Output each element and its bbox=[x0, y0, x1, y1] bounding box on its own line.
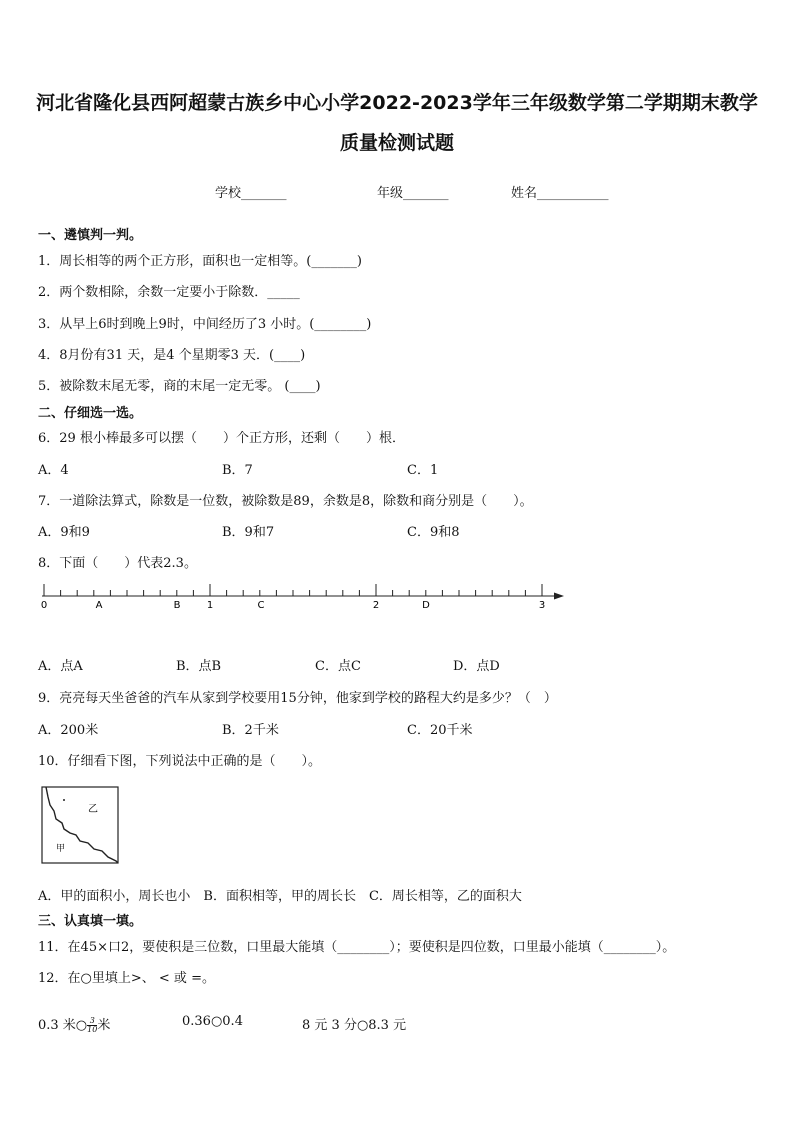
region-yi-label: 乙 bbox=[88, 804, 98, 815]
region-figure bbox=[38, 783, 124, 867]
number-line-arrow bbox=[554, 593, 564, 600]
q7-option-c: C．9和8 bbox=[407, 525, 460, 540]
q6-option-b: B．7 bbox=[222, 463, 253, 478]
number-line-ticks bbox=[44, 584, 542, 596]
nl-label-2: 2 bbox=[372, 600, 380, 611]
grade-field: 年级_______ bbox=[377, 186, 449, 201]
school-field: 学校_______ bbox=[215, 186, 287, 201]
region-square bbox=[42, 787, 118, 863]
q12-item-c: 8 元 3 分○8.3 元 bbox=[302, 1018, 407, 1033]
question-5: 5．被除数末尾无零，商的末尾一定无零。 (____) bbox=[38, 379, 321, 394]
question-4: 4．8月份有31 天，是4 个星期零3 天．(____) bbox=[38, 348, 306, 363]
question-10: 10．仔细看下图，下列说法中正确的是（ ）。 bbox=[38, 754, 322, 769]
question-9: 9．亮亮每天坐爸爸的汽车从家到学校要用15分钟，他家到学校的路程大约是多少？（ ） bbox=[38, 691, 557, 706]
q8-option-b: B．点B bbox=[176, 659, 222, 674]
question-11: 11．在45×口2，要使积是三位数，口里最大能填（________）；要使积是四位数，口里最小能填（________）。 bbox=[38, 940, 676, 955]
question-2: 2．两个数相除，余数一定要小于除数．_____ bbox=[38, 285, 300, 300]
q10-options: A．甲的面积小，周长也小 B．面积相等，甲的周长长 C．周长相等，乙的面积大 bbox=[38, 889, 522, 904]
fraction-denominator: 10 bbox=[87, 1025, 98, 1034]
q9-option-a: A．200米 bbox=[38, 723, 99, 738]
section1-heading: 一、遴慎判一判。 bbox=[38, 228, 143, 243]
nl-label-3: 3 bbox=[538, 600, 546, 611]
region-dot bbox=[63, 799, 65, 801]
q7-option-a: A．9和9 bbox=[38, 525, 90, 540]
section2-heading: 二、仔细选一选。 bbox=[38, 406, 143, 421]
q9-option-b: B．2千米 bbox=[222, 723, 279, 738]
number-line-figure bbox=[30, 578, 570, 614]
q8-option-d: D．点D bbox=[453, 659, 500, 674]
region-jia-label: 甲 bbox=[56, 844, 66, 854]
q12-fraction bbox=[87, 1017, 97, 1034]
q12-item-a bbox=[38, 1014, 110, 1034]
q7-option-b: B．9和7 bbox=[222, 525, 275, 540]
nl-label-0: 0 bbox=[40, 600, 48, 611]
q8-option-c: C．点C bbox=[315, 659, 361, 674]
question-7: 7．一道除法算式，除数是一位数，被除数是89，余数是8，除数和商分别是（ ）。 bbox=[38, 494, 533, 509]
nl-label-1: 1 bbox=[206, 600, 214, 611]
question-1: 1．周长相等的两个正方形，面积也一定相等。(_______) bbox=[38, 254, 362, 269]
q6-option-a: A．4 bbox=[38, 463, 69, 478]
nl-label-b: B bbox=[173, 600, 181, 611]
q12-item-a-left: 0.3 米○ bbox=[38, 1018, 88, 1033]
page-title-line1: 河北省隆化县西阿超蒙古族乡中心小学2022-2023学年三年级数学第二学期期末教学 bbox=[36, 92, 758, 114]
question-6: 6．29 根小棒最多可以摆（ ）个正方形，还剩（ ）根． bbox=[38, 431, 405, 446]
nl-label-c: C bbox=[257, 600, 265, 611]
q9-option-c: C．20千米 bbox=[407, 723, 473, 738]
q8-option-a: A．点A bbox=[38, 659, 83, 674]
q6-option-c: C．1 bbox=[407, 463, 439, 478]
name-field: 姓名___________ bbox=[511, 186, 609, 201]
nl-label-d: D bbox=[422, 600, 430, 611]
q12-item-b: 0.36○0.4 bbox=[182, 1014, 243, 1029]
q12-item-a-right: 米 bbox=[97, 1018, 111, 1033]
question-8: 8．下面（ ）代表2.3。 bbox=[38, 556, 197, 571]
question-3: 3．从早上6时到晚上9时，中间经历了3 小时。(________) bbox=[38, 317, 372, 332]
nl-label-a: A bbox=[95, 600, 103, 611]
section3-heading: 三、认真填一填。 bbox=[38, 914, 143, 929]
fraction-numerator: 3 bbox=[87, 1017, 97, 1026]
page-title-line2: 质量检测试题 bbox=[339, 132, 454, 154]
question-12: 12．在○里填上>、 < 或 =。 bbox=[38, 971, 215, 986]
